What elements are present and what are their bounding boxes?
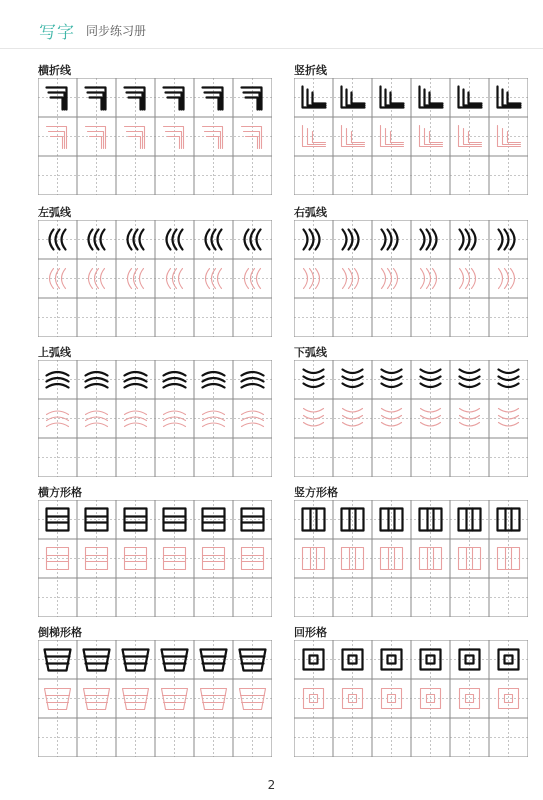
practice-grid xyxy=(38,360,272,477)
model-stroke xyxy=(125,88,145,110)
section-9 xyxy=(294,624,532,764)
trace-stroke xyxy=(45,689,71,710)
section-label: 竖折线 xyxy=(294,64,327,77)
trace-stroke xyxy=(498,126,521,147)
trace-stroke xyxy=(342,548,364,570)
section-4 xyxy=(38,344,276,484)
model-stroke xyxy=(47,88,67,110)
trace-stroke xyxy=(342,126,365,147)
model-stroke xyxy=(498,87,521,108)
section-label: 横折线 xyxy=(38,64,71,77)
trace-stroke xyxy=(125,127,145,149)
practice-grid xyxy=(38,500,272,617)
section-3 xyxy=(294,204,532,344)
trace-stroke xyxy=(459,126,482,147)
trace-stroke xyxy=(242,548,264,570)
trace-stroke xyxy=(162,689,188,710)
trace-stroke xyxy=(459,548,481,570)
section-label: 下弧线 xyxy=(294,346,327,359)
model-stroke xyxy=(303,87,326,108)
model-stroke xyxy=(242,509,264,531)
trace-stroke xyxy=(242,127,262,149)
model-stroke xyxy=(86,88,106,110)
model-stroke xyxy=(381,87,404,108)
trace-stroke xyxy=(86,548,108,570)
section-label: 竖方形格 xyxy=(294,486,338,499)
practice-grid xyxy=(294,500,528,617)
trace-stroke xyxy=(498,548,520,570)
book-subtitle: 同步练习册 xyxy=(86,24,147,38)
section-6 xyxy=(38,484,276,624)
practice-grid xyxy=(294,360,528,477)
model-stroke xyxy=(342,509,364,531)
trace-stroke xyxy=(47,548,69,570)
section-0 xyxy=(38,62,276,202)
section-label: 右弧线 xyxy=(294,206,327,219)
model-stroke xyxy=(303,509,325,531)
section-8 xyxy=(38,624,276,764)
page-number: 2 xyxy=(267,778,276,792)
model-stroke xyxy=(86,509,108,531)
model-stroke xyxy=(459,87,482,108)
practice-grid xyxy=(294,78,528,195)
trace-stroke xyxy=(86,127,106,149)
section-label: 回形格 xyxy=(294,626,327,639)
model-stroke xyxy=(420,87,443,108)
trace-stroke xyxy=(203,548,225,570)
section-1 xyxy=(294,62,532,202)
trace-stroke xyxy=(84,689,110,710)
section-label: 倒梯形格 xyxy=(38,626,82,639)
section-label: 左弧线 xyxy=(38,206,71,219)
trace-stroke xyxy=(303,126,326,147)
section-label: 横方形格 xyxy=(38,486,82,499)
practice-grid xyxy=(294,220,528,337)
trace-stroke xyxy=(381,126,404,147)
model-stroke xyxy=(164,88,184,110)
model-stroke xyxy=(459,509,481,531)
page-header xyxy=(0,0,543,52)
trace-stroke xyxy=(47,127,67,149)
section-7 xyxy=(294,484,532,624)
model-stroke xyxy=(242,88,262,110)
model-stroke xyxy=(498,509,520,531)
section-2 xyxy=(38,204,276,344)
trace-stroke xyxy=(123,689,149,710)
model-stroke xyxy=(203,88,223,110)
model-stroke xyxy=(203,509,225,531)
model-stroke xyxy=(47,509,69,531)
trace-stroke xyxy=(164,127,184,149)
model-stroke xyxy=(342,87,365,108)
header-divider xyxy=(0,48,543,49)
trace-stroke xyxy=(420,126,443,147)
section-label: 上弧线 xyxy=(38,346,71,359)
trace-stroke xyxy=(203,127,223,149)
book-title: 写字 xyxy=(39,23,75,43)
practice-grid xyxy=(294,640,528,757)
practice-grid xyxy=(38,220,272,337)
trace-stroke xyxy=(201,689,227,710)
trace-stroke xyxy=(303,548,325,570)
practice-grid xyxy=(38,78,272,195)
section-5 xyxy=(294,344,532,484)
practice-grid xyxy=(38,640,272,757)
trace-stroke xyxy=(240,689,266,710)
